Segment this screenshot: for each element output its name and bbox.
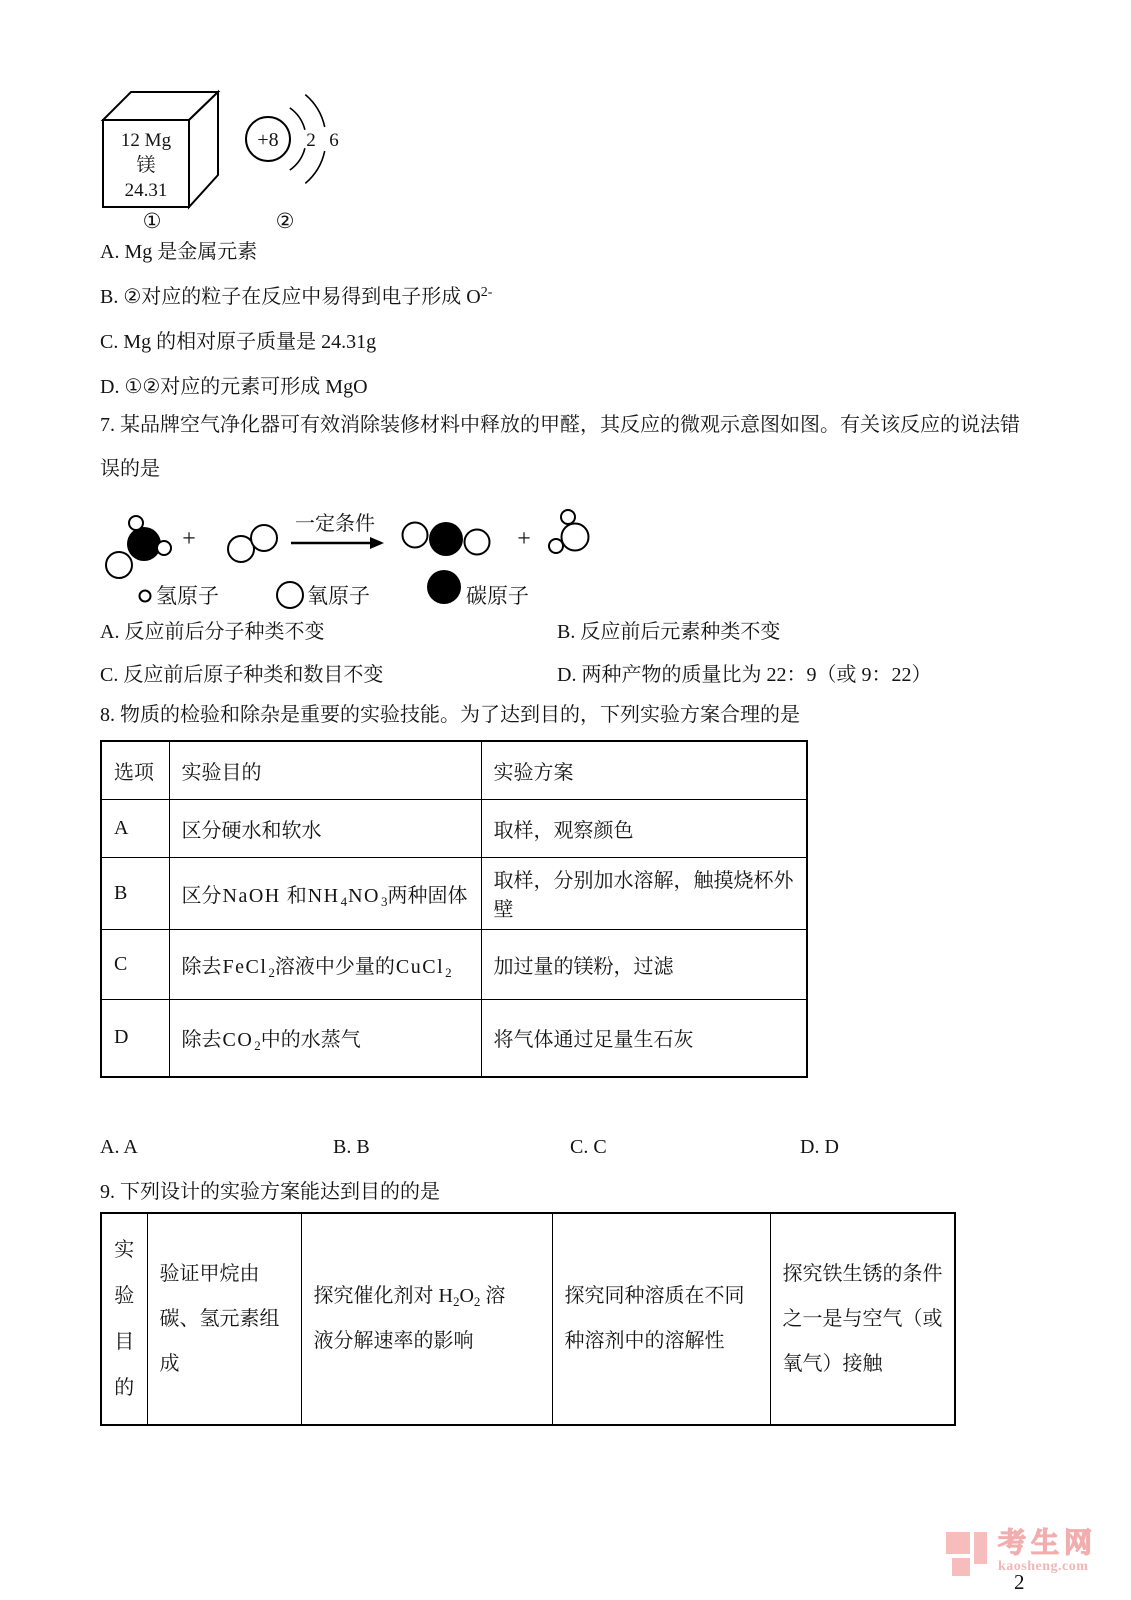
q6-option-a: A. Mg 是金属元素: [100, 241, 258, 263]
q9-row-header: 实验目的: [114, 1239, 135, 1399]
q7-stem-line2: 误的是: [100, 458, 160, 480]
label-circle-2: ②: [275, 209, 295, 233]
element-number-symbol: 12 Mg: [120, 130, 172, 151]
legend-oxygen-label: 氧原子: [307, 584, 370, 608]
q8-row-a-plan: 取样，观察颜色: [481, 799, 807, 857]
q6-option-b: B. ②对应的粒子在反应中易得到电子形成 $O^{2-}$: [100, 285, 493, 308]
plus-sign: +: [182, 526, 196, 552]
table-row: [101, 857, 807, 929]
q8-answer-a: A. A: [100, 1136, 138, 1158]
kaosheng-logo-icon: [945, 1529, 991, 1577]
label-circle-1: ①: [142, 209, 162, 233]
q8-row-d-plan: 将气体通过足量生石灰: [481, 999, 807, 1077]
q8-row-b-purpose: 区分NaOH 和$NH_4NO_3$两种固体: [169, 857, 481, 929]
element-box-diagram: [103, 92, 218, 233]
q8-table: [100, 740, 808, 1078]
q8-row-d-option: D: [101, 999, 169, 1077]
carbon-atom-icon: [427, 570, 461, 604]
water-molecule: [549, 510, 589, 553]
hydrogen-atom-icon: [140, 591, 151, 602]
q8-row-c-purpose: 除去FeCl$_2$溶液中少量的CuCl$_2$: [169, 929, 481, 999]
reaction-diagram: [98, 496, 598, 610]
q6-option-c: C. Mg 的相对原子质量是 24.31g: [100, 331, 377, 353]
nucleus-charge: +8: [257, 129, 279, 151]
q8-row-a-option: A: [101, 799, 169, 857]
q8-header-row: [101, 741, 807, 799]
q7-option-a: A. 反应前后分子种类不变: [100, 621, 325, 643]
reaction-condition: 一定条件: [295, 513, 375, 535]
watermark-site-domain: kaosheng.com: [998, 1559, 1089, 1574]
plus-sign: +: [517, 526, 531, 552]
reaction-arrow: [291, 512, 384, 549]
q9-cell-methane: 验证甲烷由 碳、氢元素组 成: [147, 1213, 301, 1425]
table-row: [101, 1213, 955, 1425]
q8-header-plan: 实验方案: [481, 741, 807, 799]
q8-header-purpose: 实验目的: [169, 741, 481, 799]
q7-option-c: C. 反应前后原子种类和数目不变: [100, 664, 384, 686]
q7-stem-line1: 7. 某品牌空气净化器可有效消除装修材料中释放的甲醛，其反应的微观示意图如图。有关该反应的说法错: [100, 414, 1020, 436]
q7-option-b: B. 反应前后元素种类不变: [557, 621, 781, 643]
atom-structure-diagram: [246, 95, 339, 233]
q6-option-d: D. ①②对应的元素可形成 MgO: [100, 376, 368, 398]
q7-option-d: D. 两种产物的质量比为 22：9（或 9：22）: [557, 664, 932, 686]
q8-answer-b: B. B: [333, 1136, 370, 1158]
q8-row-c-option: C: [101, 929, 169, 999]
outer-shell-electrons: 6: [329, 130, 339, 151]
q8-answer-d: D. D: [800, 1136, 839, 1158]
q9-row-header-cell: [101, 1213, 147, 1425]
q8-answer-c: C. C: [570, 1136, 607, 1158]
carbon-dioxide-molecule: [403, 522, 490, 556]
legend-carbon-label: 碳原子: [466, 584, 529, 608]
q9-cell-catalyst: 探究催化剂对 $H_2O_2$ 溶 液分解速率的影响: [301, 1213, 552, 1425]
diagram-legend: [140, 570, 530, 608]
q8-stem: 8. 物质的检验和除杂是重要的实验技能。为了达到目的，下列实验方案合理的是: [100, 704, 800, 726]
q8-row-c-plan: 加过量的镁粉，过滤: [481, 929, 807, 999]
q8-header-option: 选项: [101, 741, 169, 799]
q8-row-d-purpose: 除去$CO_2$中的水蒸气: [169, 999, 481, 1077]
oxygen-molecule: [228, 525, 277, 562]
q9-stem: 9. 下列设计的实验方案能达到目的的是: [100, 1181, 440, 1203]
element-mass: 24.31: [124, 180, 168, 201]
watermark-site-name: 考生网: [998, 1528, 1098, 1559]
q6-figure: [98, 82, 360, 234]
table-row: [101, 999, 807, 1077]
q8-row-a-purpose: 区分硬水和软水: [169, 799, 481, 857]
q8-row-b-plan: 取样，分别加水溶解，触摸烧杯外壁: [481, 857, 807, 929]
legend-hydrogen-label: 氢原子: [156, 584, 219, 608]
q9-table: [100, 1212, 956, 1426]
oxygen-atom-icon: [277, 582, 303, 608]
page-number: 2: [1014, 1570, 1025, 1594]
inner-shell-electrons: 2: [306, 130, 316, 151]
table-row: [101, 929, 807, 999]
q9-cell-rust: 探究铁生锈的条件 之一是与空气（或 氧气）接触: [770, 1213, 955, 1425]
formaldehyde-molecule: [106, 516, 171, 578]
q9-cell-solubility: 探究同种溶质在不同 种溶剂中的溶解性: [552, 1213, 770, 1425]
table-row: [101, 799, 807, 857]
element-name: 镁: [136, 155, 156, 176]
q8-row-b-option: B: [101, 857, 169, 929]
watermark-text: [998, 1529, 1097, 1575]
